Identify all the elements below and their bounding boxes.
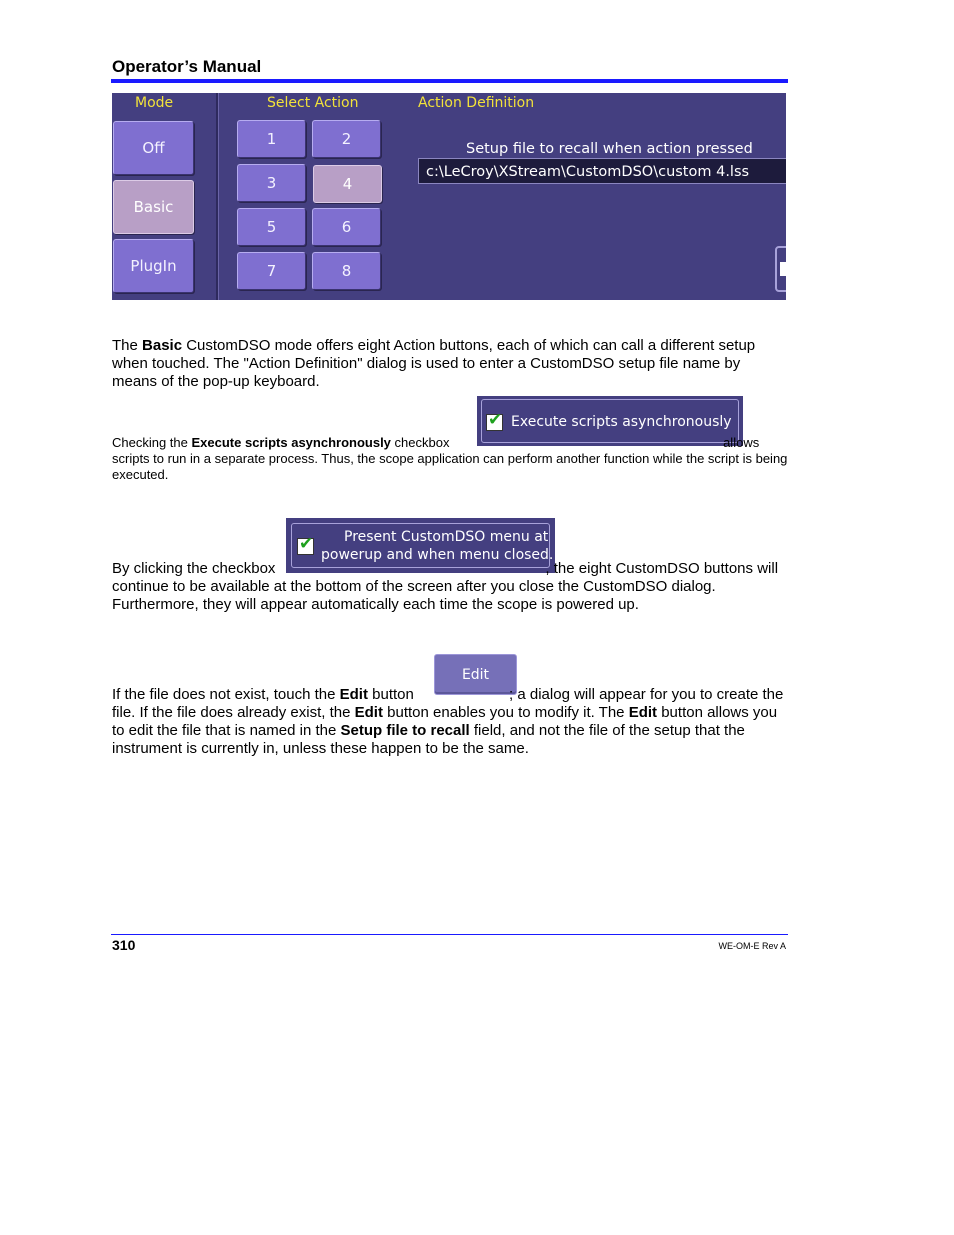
action-button-5[interactable]: 5 bbox=[237, 208, 306, 246]
checkbox-square bbox=[780, 262, 786, 276]
text-run: button bbox=[367, 686, 414, 703]
customdso-dialog bbox=[112, 93, 786, 300]
mode-button-basic[interactable]: Basic bbox=[113, 180, 194, 234]
text-run: Checking the bbox=[112, 435, 192, 450]
text-run: , the eight CustomDSO buttons will continue to be available at the bottom of the screen after you close the CustomDSO dialog. Furthermore, they will appear automatically each time the scope is powered up. bbox=[112, 560, 779, 613]
execute-async-label: Execute scripts asynchronously bbox=[511, 414, 732, 430]
edit-button[interactable]: Edit bbox=[434, 654, 517, 695]
setup-file-label: Setup file to recall when action pressed bbox=[466, 141, 753, 157]
page-header-title: Operator’s Manual bbox=[112, 57, 262, 76]
select-action-label: Select Action bbox=[267, 95, 359, 111]
text-run: allows scripts to run in a separate process. Thus, the scope application can perform another function while the script is being executed. bbox=[112, 435, 788, 482]
mode-button-off[interactable]: Off bbox=[113, 121, 194, 175]
text-run: By clicking the checkbox bbox=[112, 560, 276, 577]
text-run: CustomDSO mode offers eight Action buttons, each of which can call a different setup when touched. The "Action Definition" dialog is used to enter a CustomDSO setup file name by means of the pop-up keyboard. bbox=[112, 337, 756, 390]
checkmark-icon: ✔ bbox=[299, 534, 314, 554]
bold-run: Edit bbox=[339, 686, 368, 703]
bold-run: Execute scripts asynchronously bbox=[191, 435, 391, 450]
mode-label: Mode bbox=[135, 95, 174, 111]
bold-run: Basic bbox=[142, 337, 183, 354]
text-run: The bbox=[112, 337, 143, 354]
checkbox[interactable] bbox=[297, 534, 314, 555]
checkbox[interactable] bbox=[486, 410, 503, 431]
header-rule bbox=[111, 79, 788, 83]
paragraph-basic-mode bbox=[112, 337, 788, 391]
action-button-3[interactable]: 3 bbox=[237, 164, 306, 202]
mode-button-plugin[interactable]: PlugIn bbox=[113, 239, 194, 293]
panel-divider bbox=[216, 93, 219, 300]
paragraph-execute-async bbox=[112, 435, 788, 483]
present-menu-label-line1: Present CustomDSO menu at bbox=[344, 529, 549, 545]
text-run: ; a dialog will appear for you to create the file. If the file does already exist, the bbox=[112, 686, 784, 721]
setup-file-field[interactable]: c:\LeCroy\XStream\CustomDSO\custom 4.lss bbox=[418, 158, 786, 184]
action-button-1[interactable]: 1 bbox=[237, 120, 306, 158]
footer-rule bbox=[111, 934, 788, 935]
text-run: button enables you to modify it. The bbox=[382, 704, 629, 721]
checkmark-icon: ✔ bbox=[488, 410, 503, 430]
bold-run: Edit bbox=[628, 704, 658, 721]
text-run: field, and not the file of the setup that the instrument is currently in, unless these happen to be the same. bbox=[112, 722, 745, 757]
bold-run: Edit bbox=[354, 704, 383, 721]
document-revision: WE-OM-E Rev A bbox=[718, 941, 786, 951]
action-definition-label: Action Definition bbox=[418, 95, 535, 111]
text-run: checkbox bbox=[390, 435, 450, 450]
paragraph-edit bbox=[112, 686, 788, 758]
action-button-7[interactable]: 7 bbox=[237, 252, 306, 290]
action-button-4[interactable]: 4 bbox=[313, 165, 382, 203]
action-button-6[interactable]: 6 bbox=[312, 208, 381, 246]
action-button-2[interactable]: 2 bbox=[312, 120, 381, 158]
present-menu-label-line2: powerup and when menu closed. bbox=[321, 547, 554, 563]
page-number: 310 bbox=[112, 937, 136, 953]
partial-checkbox[interactable] bbox=[775, 246, 786, 292]
bold-run: Setup file to recall bbox=[340, 722, 470, 739]
paragraph-present-menu bbox=[112, 560, 788, 614]
text-run: button allows you to edit the file that is named in the bbox=[112, 704, 778, 739]
text-run: If the file does not exist, touch the bbox=[112, 686, 340, 703]
action-button-8[interactable]: 8 bbox=[312, 252, 381, 290]
